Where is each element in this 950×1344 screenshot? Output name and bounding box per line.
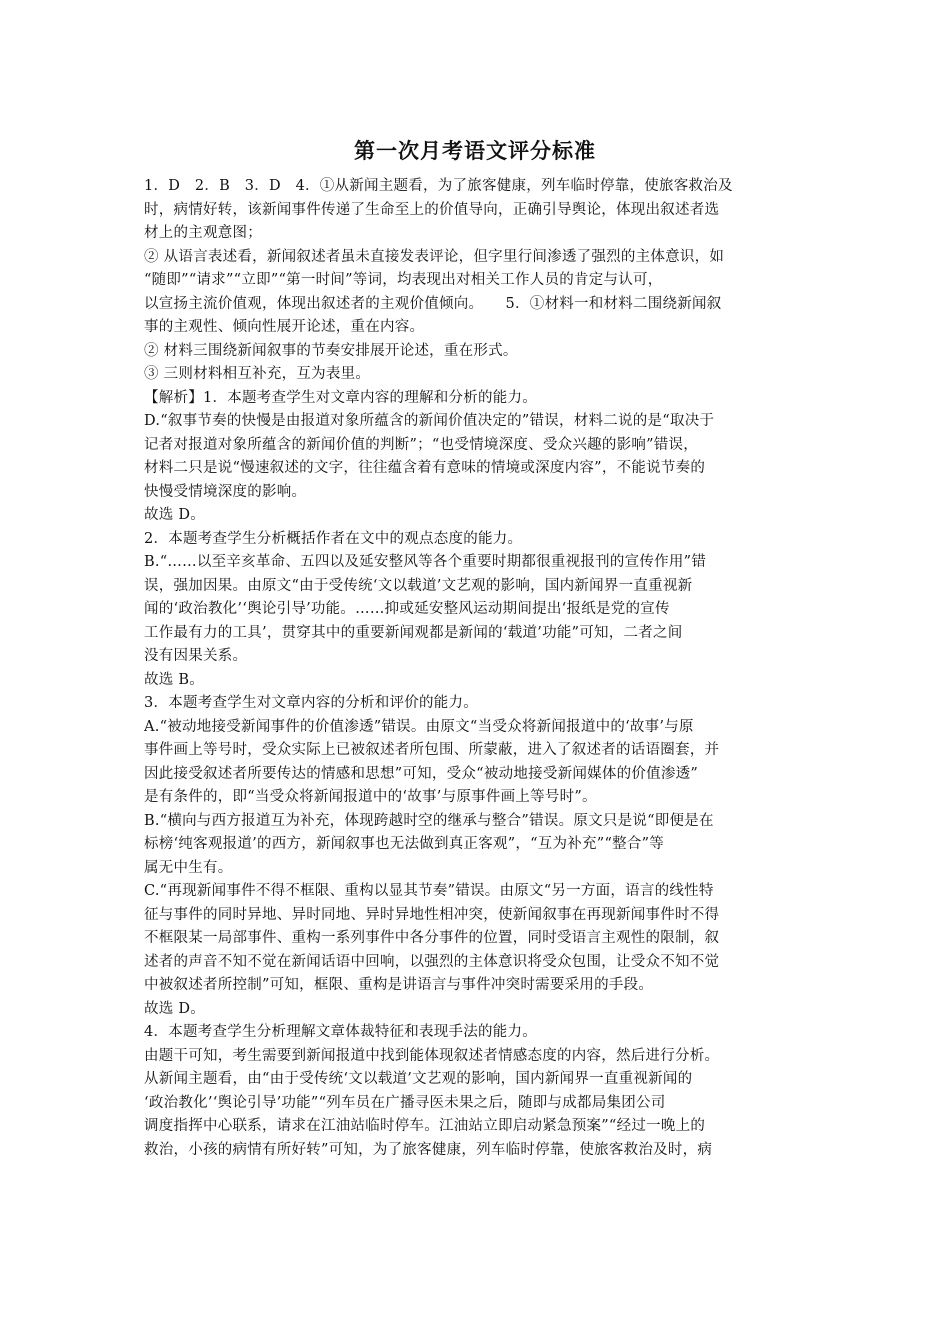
text-line: 救治，小孩的病情有所好转”可知，为了旅客健康，列车临时停靠，使旅客救治及时，病 [144,1141,713,1158]
text-line: 是有条件的，即“当受众将新闻报道中的‘故事’与原事件画上等号时”。 [144,789,597,805]
document-title: 第一次月考语文评分标准 [354,139,596,163]
text-line: ‘政治教化’‘舆论引导’功能”“列车员在广播寻医未果之后，随即与成都局集团公司 [144,1094,666,1111]
text-line: 时，病情好转，该新闻事件传递了生命至上的价值导向，正确引导舆论，体现出叙述者选 [144,201,720,218]
text-line: B.“横向与西方报道互为补充，体现跨越时空的继承与整合”错误。原文只是说“即便是在 [144,812,714,829]
text-line: 不框限某一局部事件、重构一系列事件中各分事件的位置，同时受语言主观性的限制，叙 [144,930,720,946]
document-body [144,175,806,1162]
text-line: 故选 D。 [144,507,205,523]
text-line: 快慢受情境深度的影响。 [144,483,307,500]
text-line: A.“被动地接受新闻事件的价值渗透”错误。由原文“当受众将新闻报道中的‘故事’与原 [144,718,694,735]
text-line: 记者对报道对象所蕴含的新闻价值的判断”；“也受情境深度、受众兴趣的影响”错误， [144,436,698,453]
text-line: ③ 三则材料相互补充，互为表里。 [144,366,371,382]
text-line: ② 从语言表述看，新闻叙述者虽未直接发表评论，但字里行间渗透了强烈的主体意识，如 [144,248,725,265]
text-line: C.“再现新闻事件不得不框限、重构以显其节奏”错误。由原文“另一方面，语言的线性特 [144,883,714,899]
text-line: 因此接受叙述者所要传达的情感和思想”可知，受众“被动地接受新闻媒体的价值渗透” [144,765,698,782]
text-line: 事件画上等号时，受众实际上已被叙述者所包围、所蒙蔽，进入了叙述者的话语圈套，并 [144,742,720,758]
text-line: 征与事件的同时异地、异时同地、异时异地性相冲突，使新闻叙事在再现新闻事件时不得 [144,906,720,923]
text-line: 材上的主观意图； [144,225,262,241]
text-line: 述者的声音不知不觉在新闻话语中回响，以强烈的主体意识将受众包围，让受众不知不觉 [144,953,720,970]
text-line: 误，强加因果。由原文“由于受传统‘文以载道’文艺观的影响，国内新闻界一直重视新 [144,577,693,594]
text-line: 标榜‘纯客观报道’的西方，新闻叙事也无法做到真正客观”，“互为补充”“整合”等 [144,836,665,852]
text-line: 2．本题考查学生分析概括作者在文中的观点态度的能力。 [144,530,523,547]
text-line: 故选 D。 [144,1000,205,1017]
text-line: 4．本题考查学生分析理解文章体裁特征和表现手法的能力。 [144,1024,537,1040]
text-line: 闻的‘政治教化’‘舆论引导’功能。……抑或延安整风运动期间提出‘报纸是党的宣传 [144,601,670,617]
text-line: 从新闻主题看，由“由于受传统‘文以载道’文艺观的影响，国内新闻界一直重视新闻的 [144,1071,693,1087]
text-line: 由题干可知，考生需要到新闻报道中找到能体现叙述者情感态度的内容，然后进行分析。 [144,1047,720,1064]
text-line: 3．本题考查学生对文章内容的分析和评价的能力。 [144,695,478,711]
text-line: B.“……以至辛亥革命、五四以及延安整风等各个重要时期都很重视报刊的宣传作用”错 [144,554,707,570]
document-page [144,135,806,1162]
text-line: ② 材料三围绕新闻叙事的节奏安排展开论述，重在形式。 [144,342,518,359]
text-line: D.“叙事节奏的快慢是由报道对象所蕴含的新闻价值决定的”错误，材料二说的是“取决于 [144,413,715,429]
text-line: 【解析】1．本题考查学生对文章内容的理解和分析的能力。 [144,389,537,406]
text-line: 1．D 2．B 3．D 4．①从新闻主题看，为了旅客健康，列车临时停靠，使旅客救治及 [144,178,733,194]
text-line: 故选 B。 [144,671,205,688]
text-line: 调度指挥中心联系，请求在江油站临时停车。江油站立即启动紧急预案”“经过一晚上的 [144,1118,706,1134]
text-line: “随即”“请求”“立即”“第一时间”等词，均表现出对相关工作人员的肯定与认可， [144,272,663,288]
text-line: 事的主观性、倾向性展开论述，重在内容。 [144,319,425,335]
text-line: 以宣扬主流价值观，体现出叙述者的主观价值倾向。 5．①材料一和材料二围绕新闻叙 [144,295,722,312]
text-line: 材料二只是说“慢速叙述的文字，往往蕴含着有意味的情境或深度内容”，不能说节奏的 [144,460,706,476]
text-line: 工作最有力的工具’，贯穿其中的重要新闻观都是新闻的‘载道’功能”可知，二者之间 [144,624,683,641]
text-line: 没有因果关系。 [144,648,248,664]
text-line: 中被叙述者所控制”可知，框限、重构是讲语言与事件冲突时需要采用的手段。 [144,977,654,993]
text-line: 属无中生有。 [144,859,233,876]
